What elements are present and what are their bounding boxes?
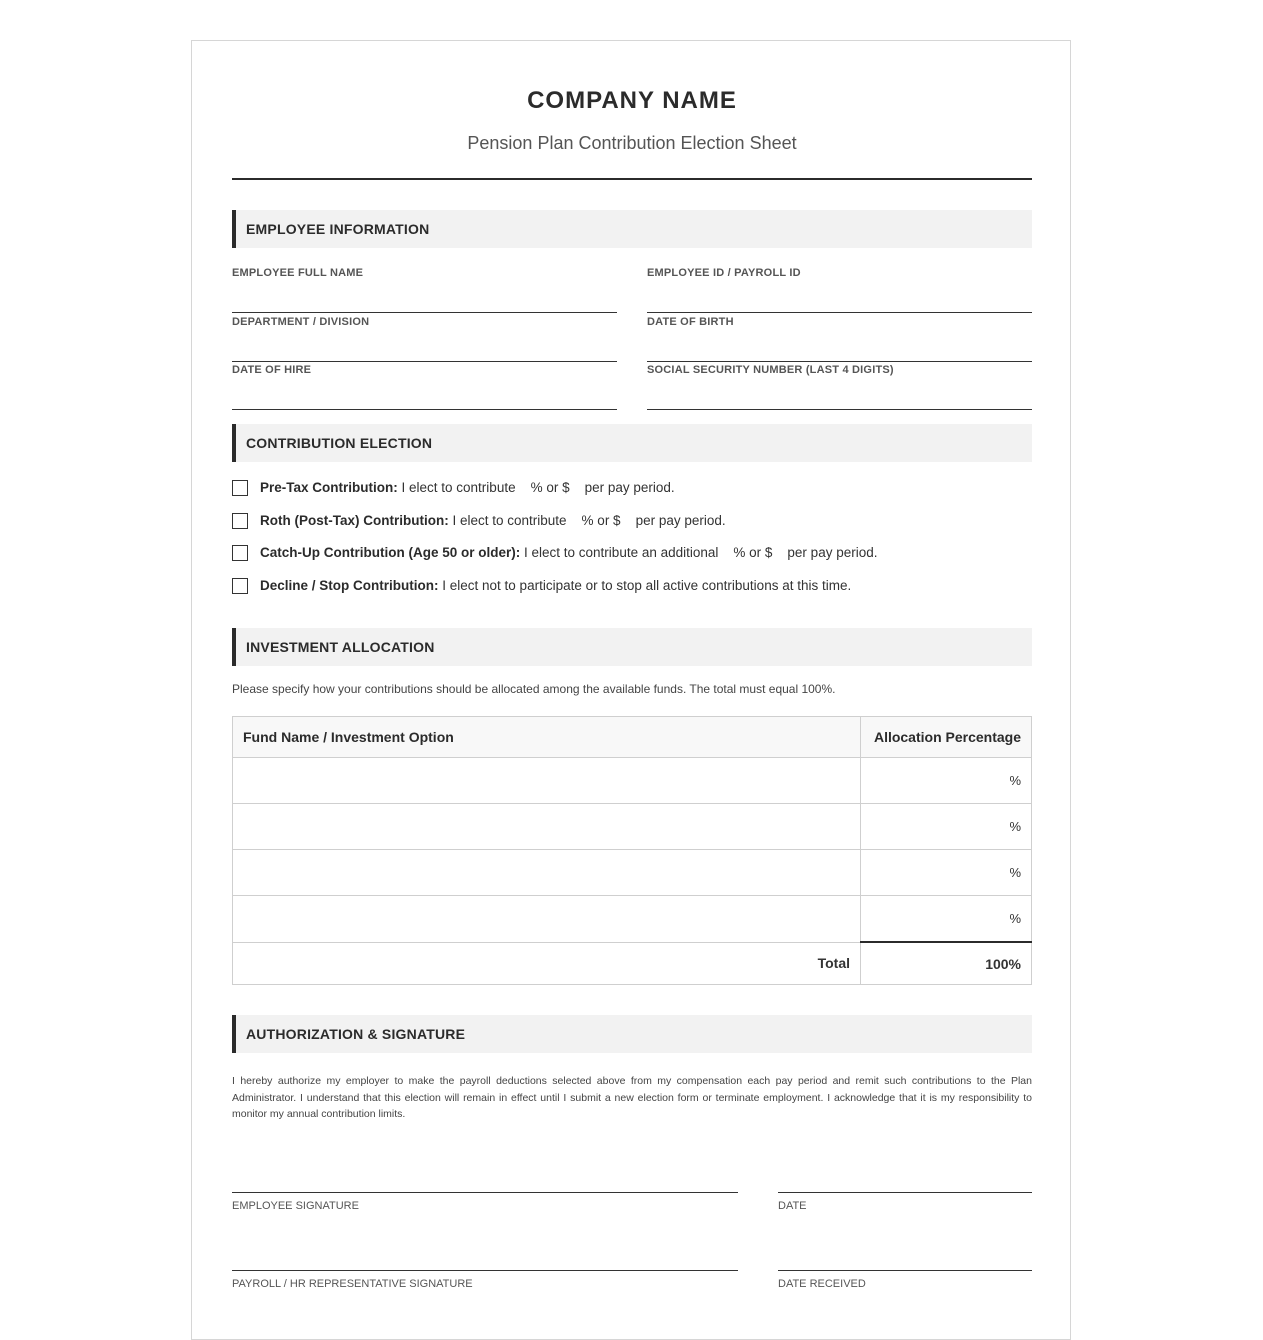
table-row bbox=[233, 896, 1032, 943]
percent-sign: % bbox=[1009, 911, 1021, 926]
percentage-cell[interactable] bbox=[861, 804, 1032, 850]
percent-sign: % bbox=[1009, 819, 1021, 834]
option-title: Roth (Post-Tax) Contribution: bbox=[260, 513, 449, 528]
signature-label: PAYROLL / HR REPRESENTATIVE SIGNATURE bbox=[232, 1278, 473, 1290]
table-row bbox=[233, 850, 1032, 896]
fund-name-cell[interactable] bbox=[233, 804, 861, 850]
allocation-table bbox=[232, 716, 1032, 985]
field-label: DATE OF HIRE bbox=[232, 364, 312, 376]
total-value: 100% bbox=[861, 942, 1032, 985]
signature-label: DATE bbox=[778, 1200, 807, 1212]
table-row bbox=[233, 804, 1032, 850]
percentage-cell[interactable] bbox=[861, 896, 1032, 943]
header-divider bbox=[232, 178, 1032, 180]
employee-signature-line[interactable] bbox=[232, 1192, 738, 1212]
option-text bbox=[260, 480, 675, 495]
signature-label: DATE RECEIVED bbox=[778, 1278, 866, 1290]
signature-label: EMPLOYEE SIGNATURE bbox=[232, 1200, 359, 1212]
signature-date-line[interactable] bbox=[778, 1192, 1032, 1212]
table-header-row bbox=[233, 717, 1032, 758]
department-field[interactable] bbox=[232, 314, 617, 362]
form-title: Pension Plan Contribution Election Sheet bbox=[467, 133, 797, 153]
hr-signature-line[interactable] bbox=[232, 1270, 738, 1290]
option-text bbox=[260, 513, 726, 528]
total-row bbox=[233, 942, 1032, 985]
catch-up-checkbox[interactable] bbox=[232, 545, 248, 561]
date-received-line[interactable] bbox=[778, 1270, 1032, 1290]
option-text bbox=[260, 545, 877, 560]
field-label: EMPLOYEE ID / PAYROLL ID bbox=[647, 267, 801, 279]
section-investment-allocation: INVESTMENT ALLOCATION bbox=[232, 628, 1032, 666]
option-title: Decline / Stop Contribution: bbox=[260, 578, 439, 593]
fund-name-cell[interactable] bbox=[233, 896, 861, 943]
column-header-percentage: Allocation Percentage bbox=[861, 717, 1032, 758]
pre-tax-checkbox[interactable] bbox=[232, 480, 248, 496]
fund-name-cell[interactable] bbox=[233, 850, 861, 896]
total-label: Total bbox=[233, 942, 861, 985]
option-text bbox=[260, 578, 851, 593]
option-decline bbox=[232, 578, 1032, 598]
date-of-hire-field[interactable] bbox=[232, 362, 617, 410]
field-label: SOCIAL SECURITY NUMBER (LAST 4 DIGITS) bbox=[647, 364, 894, 376]
table-row bbox=[233, 758, 1032, 804]
roth-checkbox[interactable] bbox=[232, 513, 248, 529]
option-description: I elect to contribute % or $ per pay period. bbox=[401, 480, 675, 495]
authorization-statement: I hereby authorize my employer to make the payroll deductions selected above from my compensation each pay period and remit such contributions to the Plan Administrator. I understand that this election will remain in effect until I submit a new election form or terminate employment. I acknowledge that it is my responsibility to monitor my annual contribution limits. bbox=[232, 1075, 1032, 1120]
option-title: Pre-Tax Contribution: bbox=[260, 480, 398, 495]
percentage-cell[interactable] bbox=[861, 850, 1032, 896]
allocation-instructions: Please specify how your contributions should be allocated among the available funds. The total must equal 100%. bbox=[232, 682, 836, 696]
option-description: I elect not to participate or to stop all active contributions at this time. bbox=[442, 578, 852, 593]
field-label: DEPARTMENT / DIVISION bbox=[232, 316, 370, 328]
ssn-last4-field[interactable] bbox=[647, 362, 1032, 410]
percent-sign: % bbox=[1009, 865, 1021, 880]
employee-id-field[interactable] bbox=[647, 265, 1032, 313]
option-description: I elect to contribute % or $ per pay period. bbox=[452, 513, 726, 528]
decline-checkbox[interactable] bbox=[232, 578, 248, 594]
company-name: COMPANY NAME bbox=[527, 87, 737, 114]
section-employee-information: EMPLOYEE INFORMATION bbox=[232, 210, 1032, 248]
section-authorization: AUTHORIZATION & SIGNATURE bbox=[232, 1015, 1032, 1053]
field-label: DATE OF BIRTH bbox=[647, 316, 734, 328]
percent-sign: % bbox=[1009, 773, 1021, 788]
column-header-fund: Fund Name / Investment Option bbox=[233, 717, 861, 758]
option-title: Catch-Up Contribution (Age 50 or older): bbox=[260, 545, 521, 560]
percentage-cell[interactable] bbox=[861, 758, 1032, 804]
form-page bbox=[191, 40, 1071, 1340]
option-catch-up bbox=[232, 545, 1032, 565]
option-pre-tax bbox=[232, 480, 1032, 500]
field-label: EMPLOYEE FULL NAME bbox=[232, 267, 364, 279]
option-roth bbox=[232, 513, 1032, 533]
option-description: I elect to contribute an additional % or $ per pay period. bbox=[524, 545, 878, 560]
section-contribution-election: CONTRIBUTION ELECTION bbox=[232, 424, 1032, 462]
fund-name-cell[interactable] bbox=[233, 758, 861, 804]
date-of-birth-field[interactable] bbox=[647, 314, 1032, 362]
employee-full-name-field[interactable] bbox=[232, 265, 617, 313]
